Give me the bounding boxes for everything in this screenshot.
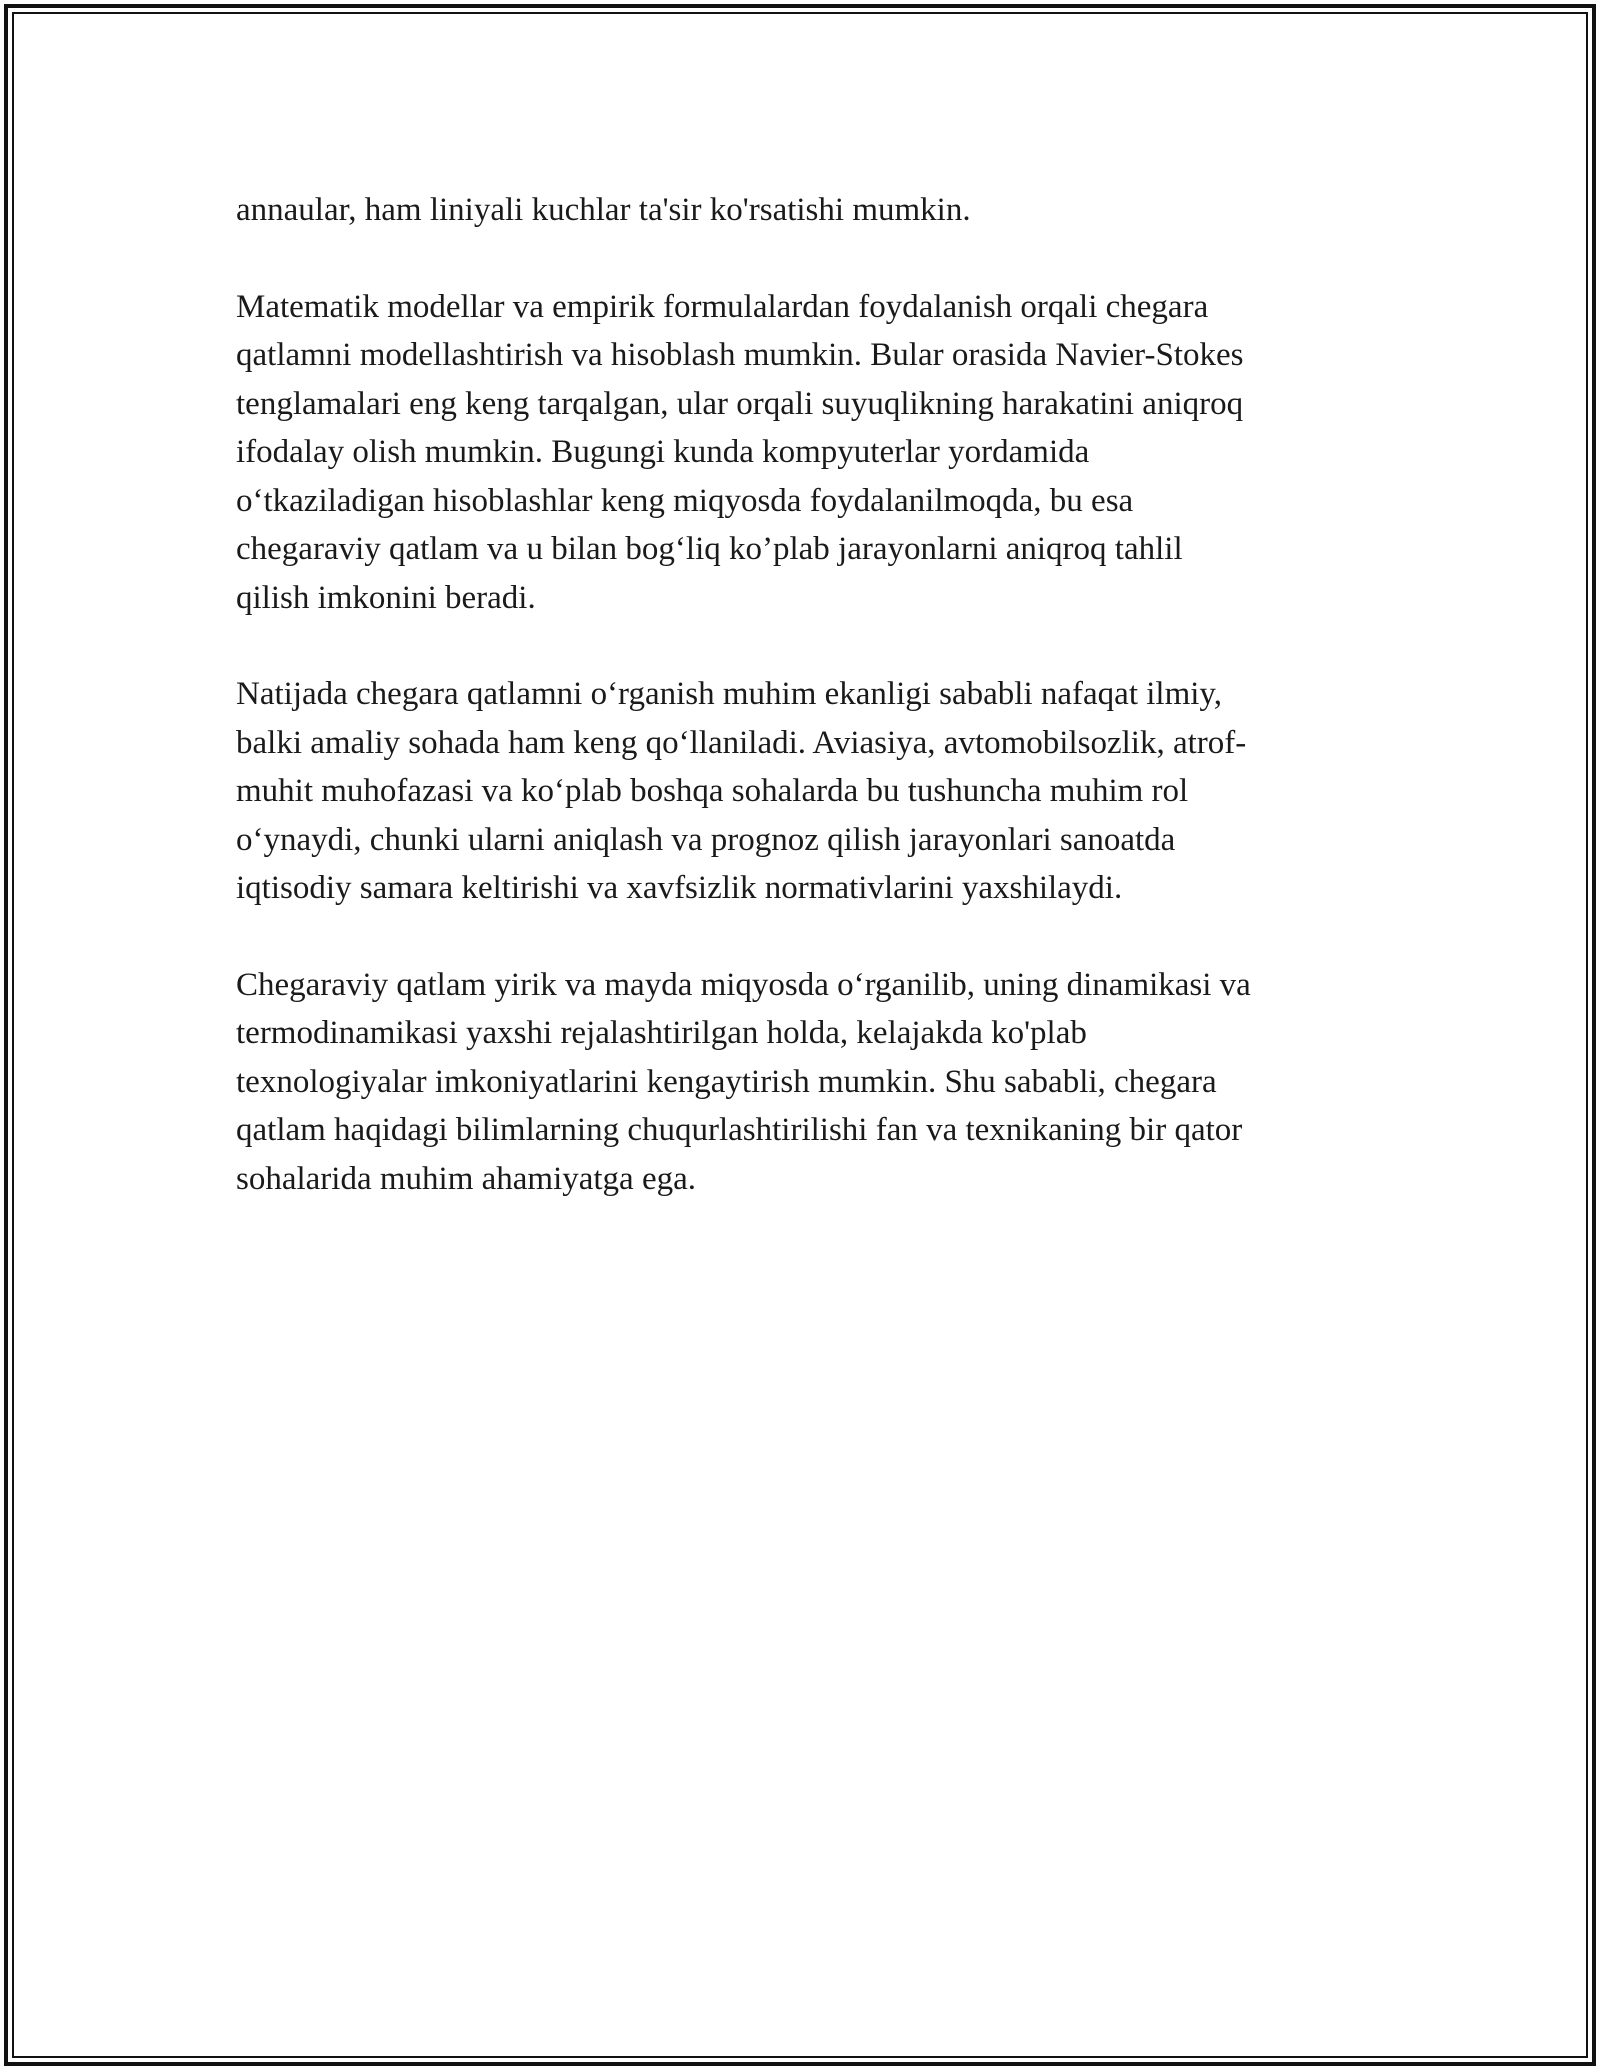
paragraph-4: Chegaraviy qatlam yirik va mayda miqyosda o‘rganilib, uning dinamikasi va termodinamikasi yaxshi rejalashtirilgan holda, kelajakda ko'plab texnologiyalar imkoniyatlarini kengaytirish mumkin. Shu sababli, chegara qatlam haqidagi bilimlarning chuqurlashtirilishi fan va texnikaning bir qator sohalarida muhim ahamiyatga ega. bbox=[236, 966, 1251, 1197]
document-body bbox=[236, 186, 1376, 1251]
paragraph-3: Natijada chegara qatlamni o‘rganish muhim ekanligi sababli nafaqat ilmiy, balki amaliy sohada ham keng qo‘llaniladi. Aviasiya, avtomobilsozlik, atrof- muhit muhofazasi va ko‘plab boshqa sohalarda bu tushuncha muhim rol o‘ynaydi, chunki ularni aniqlash va prognoz qilish jarayonlari sanoatda iqtisodiy samara keltirishi va xavfsizlik normativlarini yaxshilaydi. bbox=[236, 676, 1247, 906]
paragraph-2: Matematik modellar va empirik formulalardan foydalanish orqali chegara qatlamni modellashtirish va hisoblash mumkin. Bular orasida Navier-Stokes tenglamalari eng keng tarqalgan, ular orqali suyuqlikning harakatini aniqroq ifodalay olish mumkin. Bugungi kunda kompyuterlar yordamida o‘tkaziladigan hisoblashlar keng miqyosda foydalanilmoqda, bu esa chegaraviy qatlam va u bilan bog‘liq ko’plab jarayonlarni aniqroq tahlil qilish imkonini beradi. bbox=[236, 288, 1244, 616]
paragraph-1: annaular, ham liniyali kuchlar ta'sir ko'rsatishi mumkin. bbox=[236, 192, 971, 228]
